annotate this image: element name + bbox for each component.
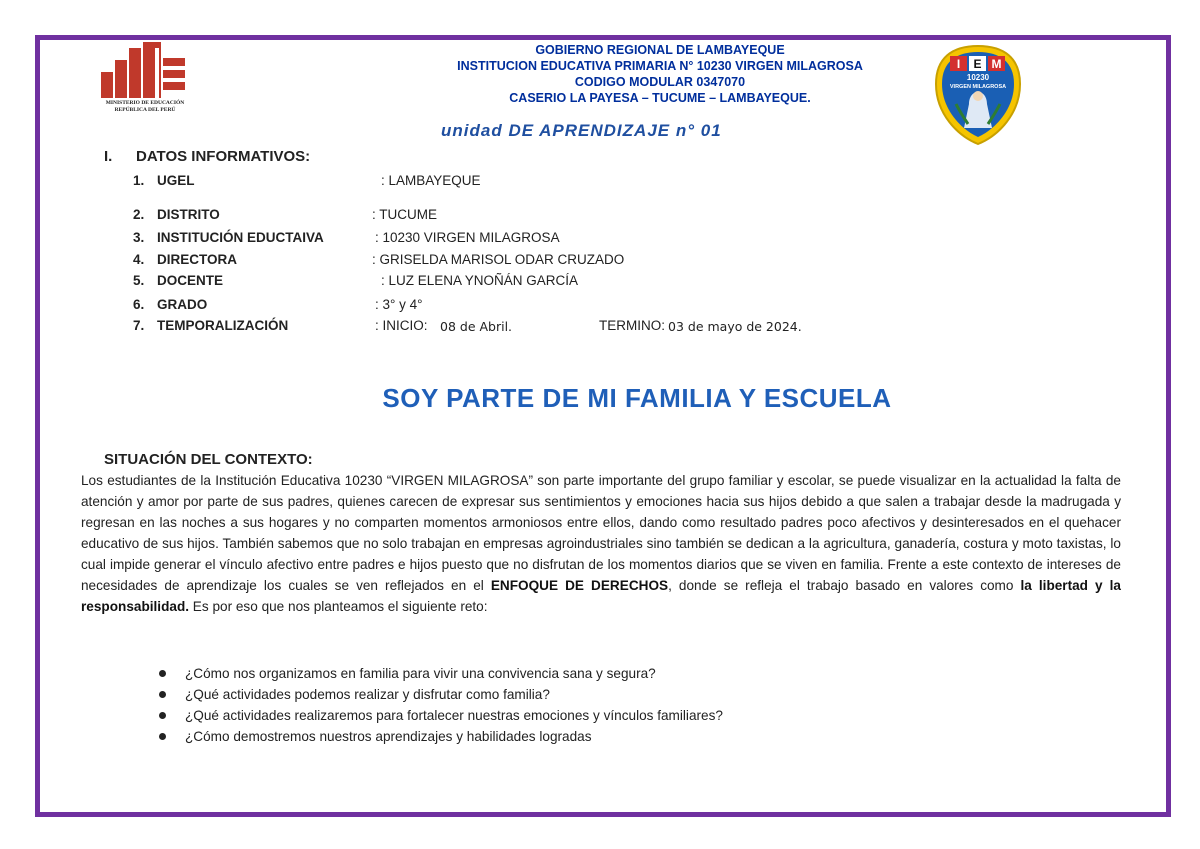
ministerio-logo-text (97, 100, 193, 113)
list-item: ¿Cómo demostremos nuestros aprendizajes y habilidades logradas (157, 726, 723, 747)
contexto-text-2: , donde se refleja el trabajo basado en valores como (668, 578, 1021, 593)
inicio-label: : INICIO: (375, 318, 428, 333)
termino-label: TERMINO: (599, 318, 665, 333)
crest-name: VIRGEN MILAGROSA (949, 84, 1007, 90)
info-label (133, 252, 237, 267)
info-label-text: UGEL (157, 173, 195, 188)
header-line4: CASERIO LA PAYESA – TUCUME – LAMBAYEQUE. (509, 91, 811, 105)
info-label (133, 273, 223, 288)
info-value: : 10230 VIRGEN MILAGROSA (375, 230, 560, 245)
info-label (133, 318, 288, 333)
list-item: ¿Cómo nos organizamos en familia para vivir una convivencia sana y segura? (157, 663, 723, 684)
reto-questions-list (157, 663, 723, 747)
info-value: : LUZ ELENA YNOÑÁN GARCÍA (381, 273, 579, 288)
info-num: 4. (133, 252, 145, 267)
ministerio-line1: MINISTERIO DE EDUCACIÓN (105, 100, 185, 106)
crest-letter-e: E (973, 57, 982, 71)
main-title: SOY PARTE DE MI FAMILIA Y ESCUELA (382, 383, 892, 413)
info-label (133, 230, 324, 245)
ministerio-line2: REPÚBLICA DEL PERÚ (114, 106, 176, 113)
info-num: 3. (133, 230, 145, 245)
contexto-text-1: Los estudiantes de la Institución Educativa 10230 “VIRGEN MILAGROSA” son parte importante del grupo familiar y escolar, se puede visualizar en la actualidad la falta de atención y amor por parte de sus padres, quienes carecen de expresar sus sentimientos y emociones hacia sus hijos debido a que salen a trabajar desde la madrugada y regresan en las noches a sus hogares y no comparten momentos armoniosos entre ellos, dando como resultado padres poco afectivos y desinteresados en el quehacer educativo de sus hijos. También sabemos que no solo trabajan en empresas agroindustriales sino también se dedican a la agricultura, ganadería, costura y moto taxistas, lo cual impide generar el vínculo afectivo entre padres e hijos puesto que no disfrutan de los momentos diarios que se viven en familia. Frente a este contexto de intereses de necesidades de aprendizaje los cuales se ven reflejados en el (81, 473, 1121, 593)
contexto-text-3: Es por eso que nos planteamos el siguiente reto: (189, 599, 488, 614)
info-value: : TUCUME (372, 207, 438, 222)
inicio-value: 08 de Abril. (440, 319, 513, 334)
unidad-title: unidad DE APRENDIZAJE n° 01 (441, 121, 722, 140)
datos-title-text: DATOS INFORMATIVOS: (136, 148, 311, 165)
school-crest-icon (934, 44, 1022, 146)
header-line1: GOBIERNO REGIONAL DE LAMBAYEQUE (535, 43, 785, 57)
contexto-bold-enfoque: ENFOQUE DE DERECHOS (490, 578, 669, 593)
info-value: : GRISELDA MARISOL ODAR CRUZADO (372, 252, 625, 267)
info-num: 1. (133, 173, 145, 188)
datos-numeral: I. (104, 148, 113, 165)
list-item: ¿Qué actividades podemos realizar y disfrutar como familia? (157, 684, 723, 705)
info-label-text: DIRECTORA (157, 252, 238, 267)
info-label (133, 207, 220, 222)
crest-letter-i: I (956, 57, 961, 71)
contexto-bold-valores: la libertad y la responsabilidad. (81, 578, 1121, 614)
info-num: 7. (133, 318, 145, 333)
datos-section-title (104, 148, 310, 165)
document-header (400, 42, 920, 106)
contexto-title: SITUACIÓN DEL CONTEXTO: (104, 451, 313, 468)
info-label-text: GRADO (157, 297, 208, 312)
crest-letter-m: M (991, 57, 1002, 71)
info-label (133, 297, 207, 312)
info-num: 5. (133, 273, 145, 288)
info-label-text: DOCENTE (157, 273, 224, 288)
info-num: 2. (133, 207, 145, 222)
info-label-text: DISTRITO (157, 207, 220, 222)
list-item: ¿Qué actividades realizaremos para fortalecer nuestras emociones y vínculos familiares? (157, 705, 723, 726)
info-num: 6. (133, 297, 145, 312)
header-line3: CODIGO MODULAR 0347070 (574, 75, 746, 89)
info-value: : 3° y 4° (375, 297, 423, 312)
info-label (133, 173, 195, 188)
info-value: : LAMBAYEQUE (381, 173, 481, 188)
header-line2: INSTITUCION EDUCATIVA PRIMARIA N° 10230 VIRGEN MILAGROSA (457, 59, 863, 73)
termino-value: 03 de mayo de 2024. (668, 319, 802, 334)
info-label-text: TEMPORALIZACIÓN (157, 318, 289, 333)
crest-number: 10230 (966, 73, 990, 82)
info-label-text: INSTITUCIÓN EDUCTAIVA (157, 230, 324, 245)
contexto-paragraph (81, 470, 1121, 617)
